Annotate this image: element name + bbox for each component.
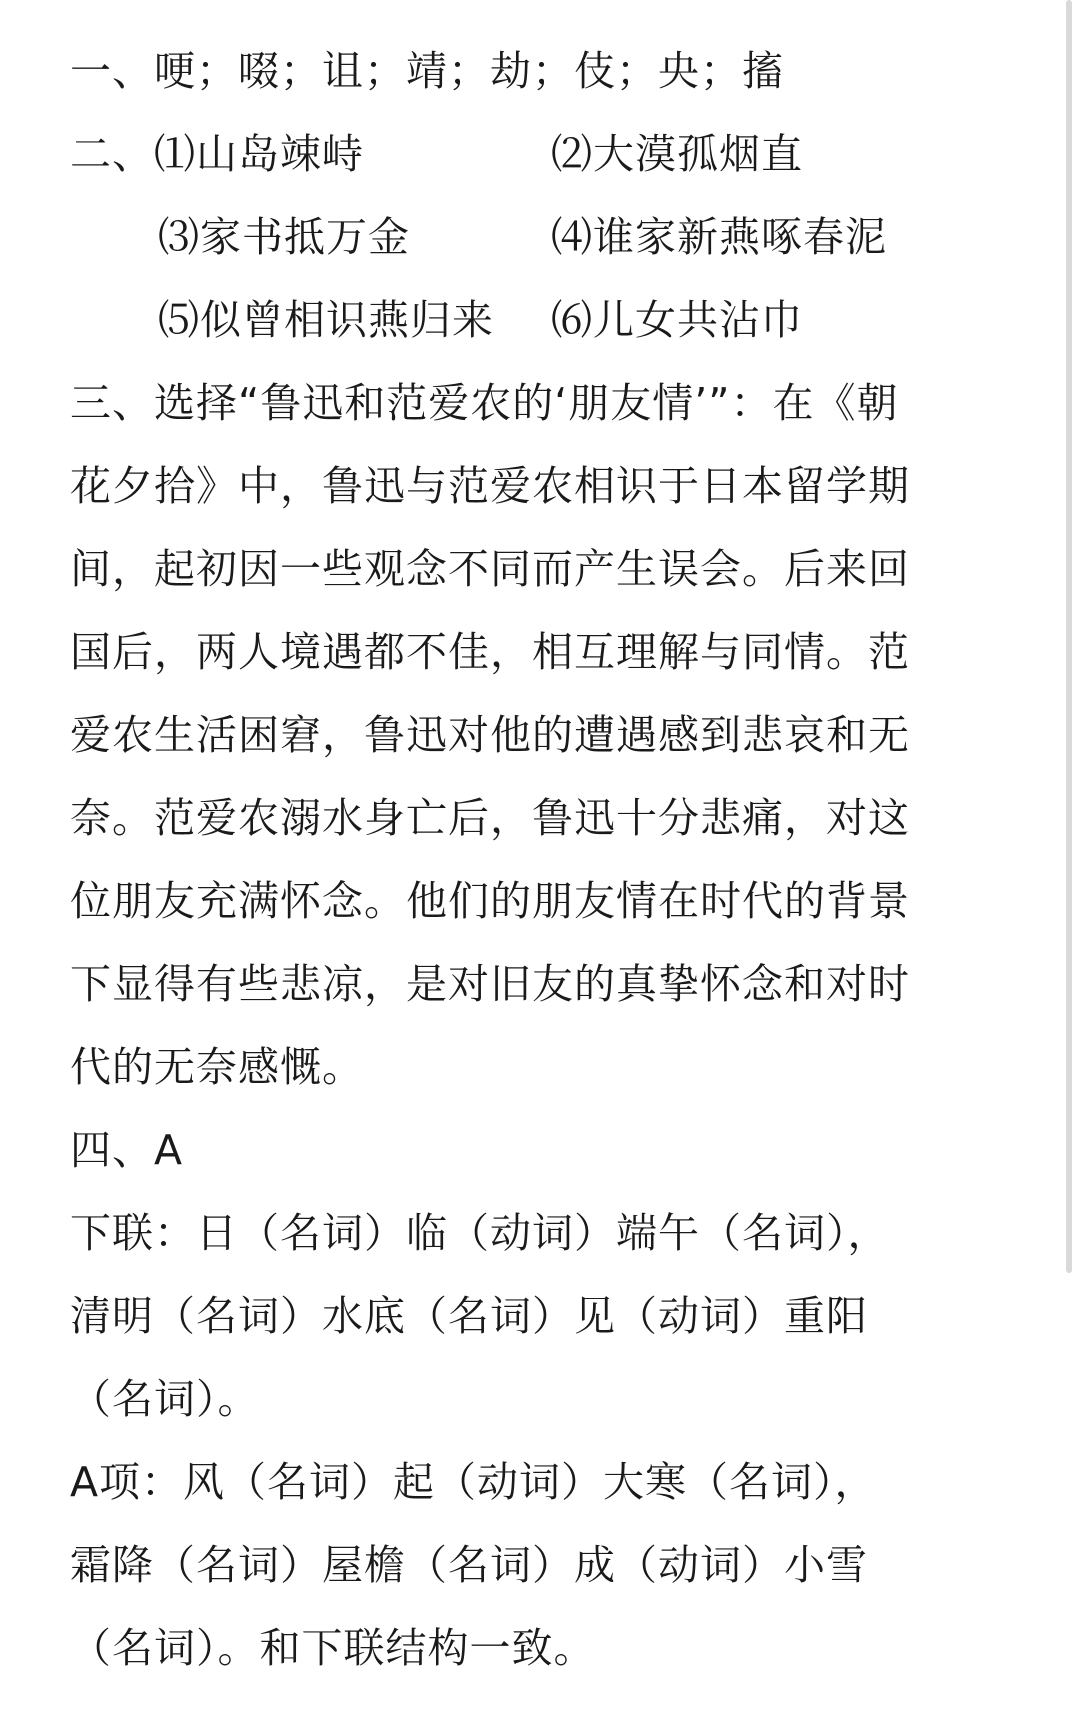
- answer-document: [70, 30, 1010, 1690]
- option-a-line: （名词）。和下联结构一致。: [70, 1624, 596, 1672]
- section3-line: 位朋友充满怀念。他们的朋友情在时代的背景: [70, 877, 910, 925]
- section2-item-5: ⑸似曾相识燕归来: [158, 296, 494, 344]
- section3-line: 下显得有些悲凉，是对旧友的真挚怀念和对时: [70, 960, 910, 1008]
- section3-line: 间，起初因一些观念不同而产生误会。后来回: [70, 545, 910, 593]
- section2-item-6: ⑹儿女共沾巾: [551, 296, 803, 344]
- section3-line: 花夕拾》中，鲁迅与范爱农相识于日本留学期: [70, 462, 910, 510]
- option-a-line: A项：风（名词）起（动词）大寒（名词），: [70, 1458, 877, 1506]
- section2-item-2: ⑵大漠孤烟直: [551, 130, 803, 178]
- section3-line: 奈。范爱农溺水身亡后，鲁迅十分悲痛，对这: [70, 794, 910, 842]
- section2-item-3: ⑶家书抵万金: [158, 213, 410, 261]
- option-a-line: 霜降（名词）屋檐（名词）成（动词）小雪: [70, 1541, 868, 1589]
- xialian-line: 下联：日（名词）临（动词）端午（名词），: [70, 1209, 890, 1257]
- section2-item-1: ⑴山岛竦峙: [154, 130, 364, 178]
- section4-answer: 四、A: [70, 1126, 184, 1174]
- section2-row-3: [70, 279, 1010, 362]
- xialian-line: 清明（名词）水底（名词）见（动词）重阳: [70, 1292, 868, 1340]
- section2-item-4: ⑷谁家新燕啄春泥: [551, 213, 887, 261]
- section3-line: 代的无奈感慨。: [70, 1043, 364, 1091]
- section1-line: 一、哽；啜；诅；靖；劫；伎；央；搐: [70, 47, 784, 95]
- scrollbar[interactable]: [1066, 0, 1072, 1273]
- section2-row-2: [70, 196, 1010, 279]
- section3-line: 三、选择“鲁迅和范爱农的‘朋友情’”：在《朝: [70, 379, 899, 427]
- xialian-line: （名词）。: [70, 1375, 260, 1423]
- section3-line: 爱农生活困窘，鲁迅对他的遭遇感到悲哀和无: [70, 711, 910, 759]
- section2-row-1: [70, 113, 1010, 196]
- section3-line: 国后，两人境遇都不佳，相互理解与同情。范: [70, 628, 910, 676]
- section2-prefix: 二、: [70, 130, 154, 178]
